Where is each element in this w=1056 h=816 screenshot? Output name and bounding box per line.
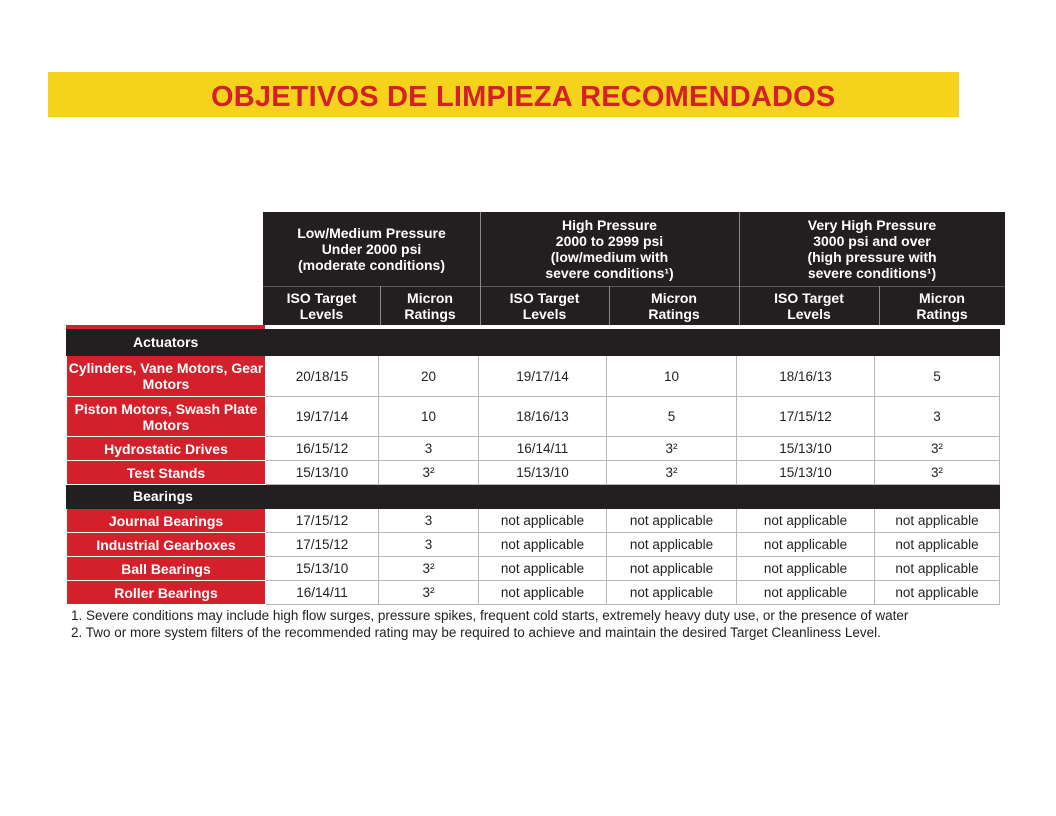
row-label: Test Stands [67,461,266,485]
table-cell: 18/16/13 [479,397,607,437]
table-cell: 5 [607,397,737,437]
table-cell: 17/15/12 [266,509,379,533]
subheader-iso-2: ISO Target Levels [509,289,580,322]
table-cell: not applicable [607,581,737,605]
table-row [67,397,1000,437]
table-cell: 18/16/13 [737,356,875,397]
table-row [67,581,1000,605]
table-cell: 3² [379,557,479,581]
header-divider [480,212,481,325]
header-divider [380,286,381,325]
table-row [67,356,1000,397]
table-cell: not applicable [875,509,1000,533]
table-cell: 3² [875,437,1000,461]
table-cell: 17/15/12 [737,397,875,437]
header-group-text: High Pressure 2000 to 2999 psi (low/medium with severe conditions¹) [545,217,674,281]
header-divider [609,286,610,325]
subheader-iso-1: ISO Target Levels [286,289,357,322]
page-title: OBJETIVOS DE LIMPIEZA RECOMENDADOS [211,81,836,113]
table-row [67,557,1000,581]
table-cell: 16/15/12 [266,437,379,461]
table-cell: not applicable [875,557,1000,581]
table-cell: 20 [379,356,479,397]
table-cell: not applicable [479,533,607,557]
header-divider [739,212,740,325]
table-cell: 15/13/10 [479,461,607,485]
row-label: Journal Bearings [67,509,266,533]
table-cell: 19/17/14 [266,397,379,437]
table-row [67,533,1000,557]
table-cell: 3² [379,581,479,605]
table-cell: not applicable [875,533,1000,557]
subheader-micron-1: Micron Ratings [404,289,456,322]
table-cell: not applicable [607,509,737,533]
table-cell: 15/13/10 [266,461,379,485]
row-label: Piston Motors, Swash Plate Motors [67,397,266,437]
table-cell: 17/15/12 [266,533,379,557]
header-divider [879,286,880,325]
table-cell: 3 [379,533,479,557]
table-cell: 15/13/10 [266,557,379,581]
cleanliness-table [66,329,1000,605]
table-cell: 3 [379,437,479,461]
table-cell: not applicable [607,533,737,557]
section-label: Actuators [67,330,1000,356]
table-cell: 10 [379,397,479,437]
table-cell: 16/14/11 [266,581,379,605]
table-cell: 19/17/14 [479,356,607,397]
table-cell: 3² [607,461,737,485]
table-cell: 3² [875,461,1000,485]
row-label: Hydrostatic Drives [67,437,266,461]
section-row-actuators [67,330,1000,356]
table-row [67,509,1000,533]
table-cell: not applicable [737,533,875,557]
table-cell: not applicable [479,581,607,605]
table-cell: 3 [875,397,1000,437]
section-label: Bearings [67,485,1000,509]
footnotes [71,607,1001,641]
table-cell: not applicable [479,509,607,533]
table-cell: 3 [379,509,479,533]
table-cell: 5 [875,356,1000,397]
subheader-iso-3: ISO Target Levels [774,289,844,322]
subheader-micron-2: Micron Ratings [648,289,700,322]
table-cell: not applicable [737,509,875,533]
footnote: 1. Severe conditions may include high flow surges, pressure spikes, frequent cold starts, extremely heavy duty use, or the presence of water [71,608,909,623]
table-cell: 15/13/10 [737,437,875,461]
table-row [67,437,1000,461]
header-divider [263,286,1005,287]
subheader-micron-3: Micron Ratings [916,289,968,322]
table-cell: not applicable [737,557,875,581]
header-group-very-high [739,212,1005,286]
table-cell: 15/13/10 [737,461,875,485]
section-row-bearings [67,485,1000,509]
table-cell: 20/18/15 [266,356,379,397]
table-cell: 3² [607,437,737,461]
table-cell: not applicable [737,581,875,605]
header-group-high [480,212,739,286]
table-cell: 3² [379,461,479,485]
table-row [67,461,1000,485]
table-cell: not applicable [607,557,737,581]
header-group-low-medium [263,212,480,286]
row-label: Ball Bearings [67,557,266,581]
header-group-text: Very High Pressure 3000 psi and over (high pressure with severe conditions¹) [807,217,937,281]
row-label: Industrial Gearboxes [67,533,266,557]
row-label: Roller Bearings [67,581,266,605]
header-group-text: Low/Medium Pressure Under 2000 psi (moderate conditions) [297,225,446,273]
table-cell: not applicable [479,557,607,581]
table-header [263,212,1005,325]
table-cell: 10 [607,356,737,397]
row-label: Cylinders, Vane Motors, Gear Motors [67,356,266,397]
title-banner [48,72,959,117]
table-cell: not applicable [875,581,1000,605]
footnote: 2. Two or more system filters of the recommended rating may be required to achieve and maintain the desired Target Cleanliness Level. [71,625,881,640]
table-cell: 16/14/11 [479,437,607,461]
